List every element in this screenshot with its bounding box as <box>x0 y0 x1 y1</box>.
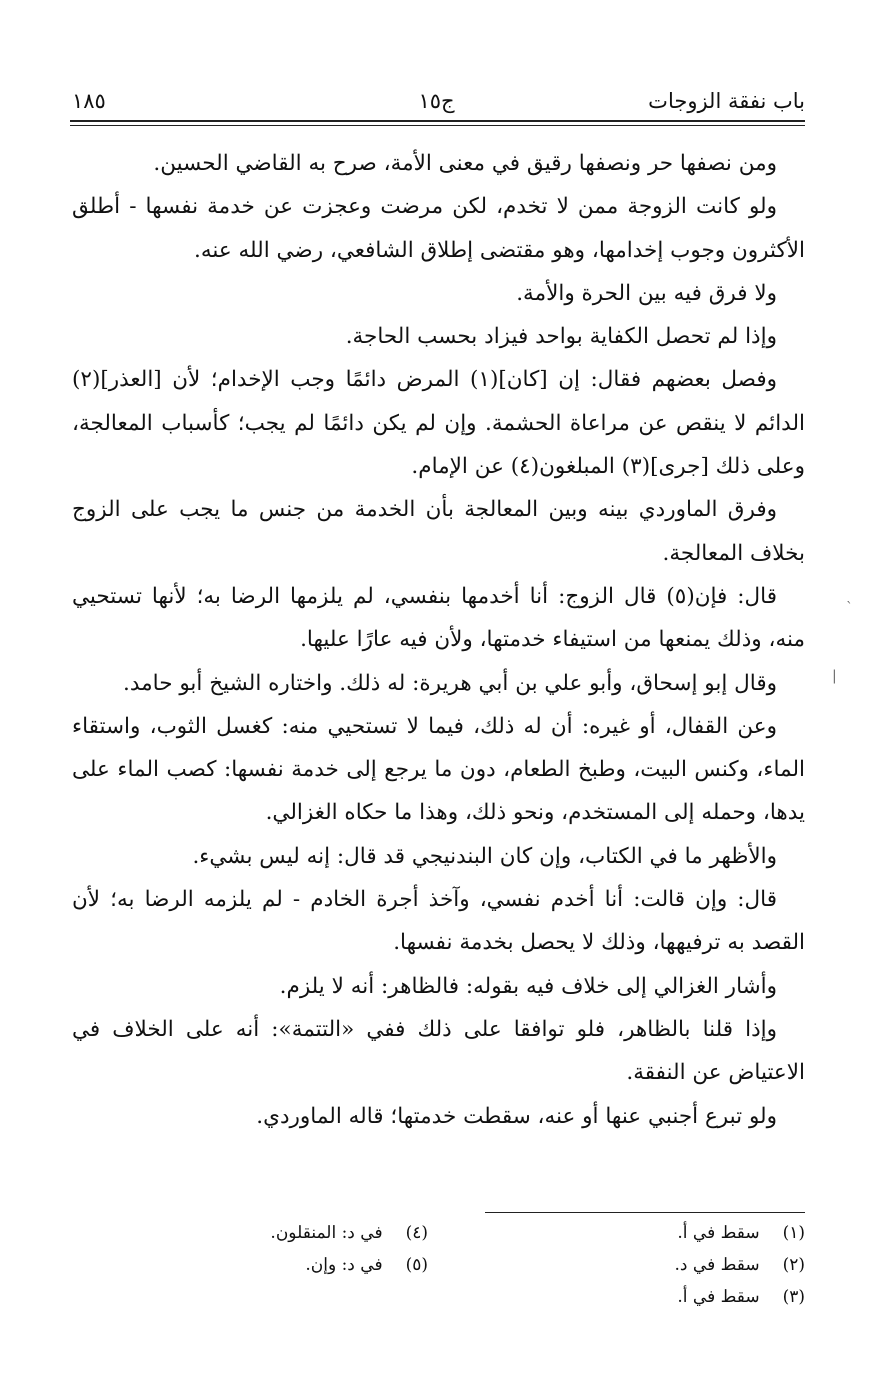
page-number: ١٨٥ <box>72 89 106 113</box>
header-rule <box>70 120 805 122</box>
paragraph: ولو كانت الزوجة ممن لا تخدم، لكن مرضت وعجزت عن خدمة نفسها - أطلق الأكثرون وجوب إخدامها، وهو مقتضى إطلاق الشافعي، رضي الله عنه. <box>72 194 805 263</box>
footnote-text: سقط في د. <box>674 1255 760 1275</box>
header-rule-thin <box>70 125 805 126</box>
paragraph: وعن القفال، أو غيره: أن له ذلك، فيما لا تستحيي منه: كغسل الثوب، واستقاء الماء، وكنس البيت، وطبخ الطعام، دون ما يرجع إلى خدمة نفسها: كصب الماء على يدها، وحمله إلى المستخدم، ونحو ذلك، وهذا ما حكاه الغزالي. <box>72 713 805 826</box>
footnote-text: سقط في أ. <box>677 1223 760 1243</box>
paragraph: والأظهر ما في الكتاب، وإن كان البندنيجي قد قال: إنه ليس بشيء. <box>192 843 777 869</box>
margin-mark: | <box>832 668 837 684</box>
chapter-title: باب نفقة الزوجات <box>648 89 805 113</box>
paragraph: ولا فرق فيه بين الحرة والأمة. <box>516 280 777 306</box>
main-text <box>72 142 805 1138</box>
footnote-number: (٤) <box>405 1223 428 1243</box>
paragraph: ولو تبرع أجنبي عنها أو عنه، سقطت خدمتها؛ قاله الماوردي. <box>256 1103 777 1129</box>
paragraph: وقال إبو إسحاق، وأبو علي بن أبي هريرة: له ذلك. واختاره الشيخ أبو حامد. <box>123 670 777 696</box>
footnote <box>270 1220 428 1246</box>
footnote-number: (٣) <box>782 1287 805 1307</box>
margin-mark: ˋ <box>846 600 853 616</box>
footnote-rule <box>485 1212 805 1213</box>
paragraph: قال: فإن(٥) قال الزوج: أنا أخدمها بنفسي، لم يلزمها الرضا به؛ لأنها تستحيي منه، وذلك يمنعها من استيفاء خدمتها، ولأن فيه عارًا عليها. <box>72 583 805 653</box>
footnote-text: سقط في أ. <box>677 1287 760 1307</box>
footnote-text: في د: المنقلون. <box>270 1223 383 1243</box>
paragraph: قال: وإن قالت: أنا أخدم نفسي، وآخذ أجرة الخادم - لم يلزمه الرضا به؛ لأن القصد به ترفيهها، وذلك لا يحصل بخدمة نفسها. <box>72 887 805 956</box>
paragraph: وإذا لم تحصل الكفاية بواحد فيزاد بحسب الحاجة. <box>345 324 777 350</box>
paragraph: وإذا قلنا بالظاهر، فلو توافقا على ذلك ففي «التتمة»: أنه على الخلاف في الاعتياض عن النفقة. <box>72 1016 805 1086</box>
paragraph: وفصل بعضهم فقال: إن [كان](١) المرض دائمًا وجب الإخدام؛ لأن [العذر](٢) الدائم لا ينقص عن مراعاة الحشمة. وإن لم يكن دائمًا لم يجب؛ كأسباب المعالجة، وعلى ذلك [جرى](٣) المبلغون(٤) عن الإمام. <box>72 367 805 480</box>
footnote-text: في د: وإن. <box>305 1255 383 1275</box>
footnote-number: (٥) <box>405 1255 428 1275</box>
paragraph: وفرق الماوردي بينه وبين المعالجة بأن الخدمة من جنس ما يجب على الزوج بخلاف المعالجة. <box>72 497 805 566</box>
volume-label: ج١٥ <box>418 89 455 113</box>
paragraph: ومن نصفها حر ونصفها رقيق في معنى الأمة، صرح به القاضي الحسين. <box>153 151 777 176</box>
footnote <box>677 1220 805 1246</box>
footnote-number: (٢) <box>782 1255 805 1275</box>
paragraph: وأشار الغزالي إلى خلاف فيه بقوله: فالظاهر: أنه لا يلزم. <box>279 973 777 999</box>
footnote <box>675 1252 805 1278</box>
footnote <box>305 1252 428 1278</box>
footnote <box>677 1284 805 1310</box>
footnote-number: (١) <box>782 1223 805 1243</box>
